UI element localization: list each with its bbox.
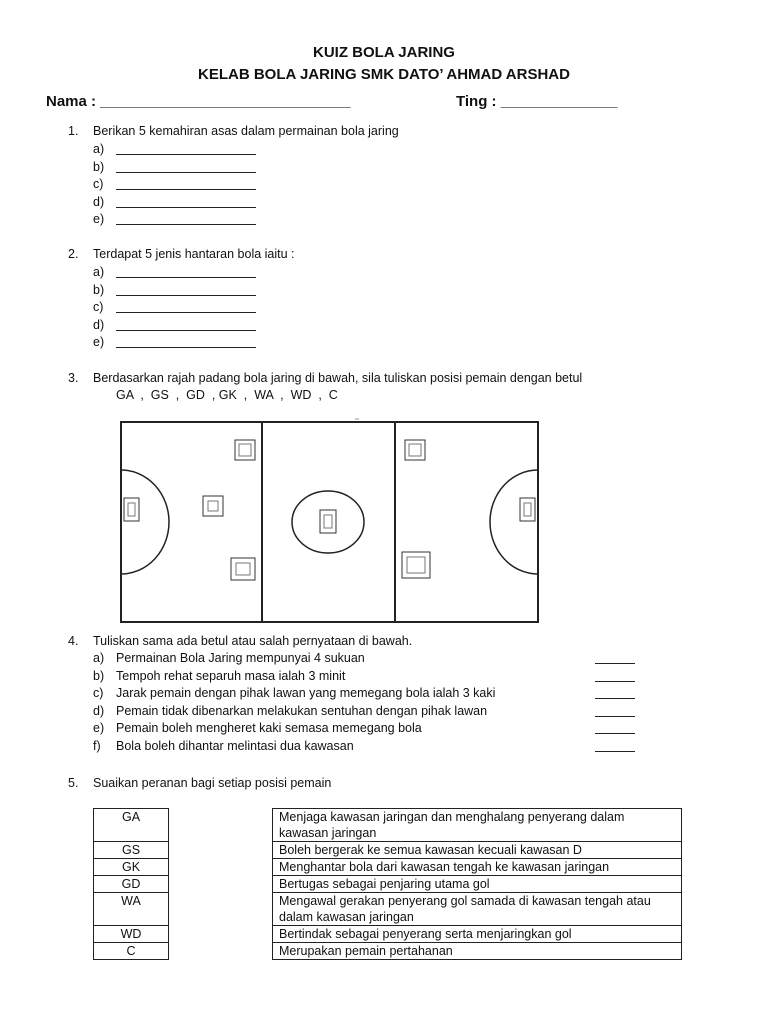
statement-text: Jarak pemain dengan pihak lawan yang memegang bola ialah 3 kaki (116, 686, 496, 700)
statement-row (93, 721, 638, 739)
blank-line (116, 295, 256, 296)
question-text: Suaikan peranan bagi setiap posisi pemain (93, 776, 332, 790)
role-description: Menghantar bola dari kawasan tengah ke kawasan jaringan (273, 859, 682, 876)
role-description: Bertindak sebagai penyerang serta menjaringkan gol (273, 926, 682, 943)
position-code: GS (94, 842, 169, 859)
statement-row (93, 669, 638, 687)
player-box[interactable] (520, 498, 535, 521)
item-letter: a) (93, 142, 105, 156)
blank-line (116, 172, 256, 173)
centre-circle (292, 491, 364, 553)
blank-line (116, 312, 256, 313)
position-list: GA , GS , GD , GK , WA , WD , C (116, 388, 338, 402)
position-code: WD (94, 926, 169, 943)
item-letter: e) (93, 212, 105, 226)
role-description: Mengawal gerakan penyerang gol samada di kawasan tengah atau dalam kawasan jaringan (273, 893, 682, 926)
question-number: 1. (68, 124, 79, 138)
table-row (94, 943, 682, 960)
goal-circle-left (121, 470, 169, 574)
blank-line (116, 207, 256, 208)
question-number: 4. (68, 634, 79, 648)
item-letter: c) (93, 177, 104, 191)
item-letter: b) (93, 282, 105, 297)
table-row (94, 859, 682, 876)
player-box-inner (236, 563, 250, 575)
question-text: Tuliskan sama ada betul atau salah pernyataan di bawah. (93, 634, 413, 648)
position-code: GK (94, 859, 169, 876)
true-false-list (93, 651, 638, 756)
table-row (94, 809, 682, 842)
question-number: 2. (68, 247, 79, 261)
item-letter: d) (93, 317, 105, 332)
position-code: C (94, 943, 169, 960)
table-row (94, 893, 682, 926)
statement-letter: a) (93, 651, 105, 665)
statement-letter: f) (93, 738, 101, 753)
player-box[interactable] (203, 496, 223, 516)
table-row (94, 842, 682, 859)
role-description: Bertugas sebagai penjaring utama gol (273, 876, 682, 893)
position-code: GA (94, 809, 169, 842)
statement-row (93, 739, 638, 757)
player-box[interactable] (231, 558, 255, 580)
player-box-inner (324, 515, 332, 528)
question-text: Terdapat 5 jenis hantaran bola iaitu : (93, 247, 295, 261)
player-box-inner (407, 557, 425, 573)
answer-blank[interactable] (595, 716, 635, 717)
statement-row (93, 686, 638, 704)
blank-line (116, 224, 256, 225)
blank-line (116, 154, 256, 155)
court-outline (121, 422, 538, 622)
statement-text: Bola boleh dihantar melintasi dua kawasan (116, 738, 354, 753)
position-code: WA (94, 893, 169, 926)
item-letter: b) (93, 159, 105, 174)
question-text: Berdasarkan rajah padang bola jaring di bawah, sila tuliskan posisi pemain dengan betul (93, 371, 583, 385)
statement-row (93, 704, 638, 722)
role-description: Merupakan pemain pertahanan (273, 943, 682, 960)
player-box[interactable] (402, 552, 430, 578)
role-description: Boleh bergerak ke semua kawasan kecuali kawasan D (273, 842, 682, 859)
statement-letter: d) (93, 703, 105, 718)
netball-court-diagram (119, 412, 541, 626)
item-letter: c) (93, 300, 104, 314)
question-text: Berikan 5 kemahiran asas dalam permainan bola jaring (93, 124, 399, 138)
goal-circle-right (490, 470, 538, 574)
statement-letter: e) (93, 721, 105, 735)
name-field-label: Nama : ______________________________ (46, 93, 351, 110)
answer-blank[interactable] (595, 681, 635, 682)
question-number: 5. (68, 776, 79, 790)
statement-row (93, 651, 638, 669)
item-letter: d) (93, 194, 105, 209)
statement-text: Permainan Bola Jaring mempunyai 4 sukuan (116, 651, 365, 665)
player-box[interactable] (405, 440, 425, 460)
answer-blank[interactable] (595, 663, 635, 664)
player-box[interactable] (235, 440, 255, 460)
statement-text: Tempoh rehat separuh masa ialah 3 minit (116, 668, 346, 683)
ting-field-label: Ting : ______________ (456, 93, 618, 110)
item-letter: e) (93, 335, 105, 349)
blank-line (116, 347, 256, 348)
player-box-inner (128, 503, 135, 516)
player-box[interactable] (320, 510, 336, 533)
answer-blank[interactable] (595, 698, 635, 699)
quiz-title: KUIZ BOLA JARING (313, 44, 455, 61)
table-row (94, 926, 682, 943)
table-row (94, 876, 682, 893)
player-box-inner (239, 444, 251, 456)
blank-line (116, 189, 256, 190)
statement-letter: c) (93, 686, 104, 700)
club-title: KELAB BOLA JARING SMK DATO’ AHMAD ARSHAD (198, 66, 570, 83)
player-box-inner (208, 501, 218, 511)
position-code: GD (94, 876, 169, 893)
blank-line (116, 277, 256, 278)
role-matching-table (93, 808, 682, 960)
statement-letter: b) (93, 668, 105, 683)
question-number: 3. (68, 371, 79, 385)
answer-blank[interactable] (595, 751, 635, 752)
player-box-inner (409, 444, 421, 456)
role-description: Menjaga kawasan jaringan dan menghalang penyerang dalam kawasan jaringan (273, 809, 682, 842)
statement-text: Pemain tidak dibenarkan melakukan sentuhan dengan pihak lawan (116, 703, 488, 718)
blank-line (116, 330, 256, 331)
player-box[interactable] (124, 498, 139, 521)
item-letter: a) (93, 265, 105, 279)
answer-blank[interactable] (595, 733, 635, 734)
statement-text: Pemain boleh mengheret kaki semasa memegang bola (116, 721, 422, 735)
player-box-inner (524, 503, 531, 516)
